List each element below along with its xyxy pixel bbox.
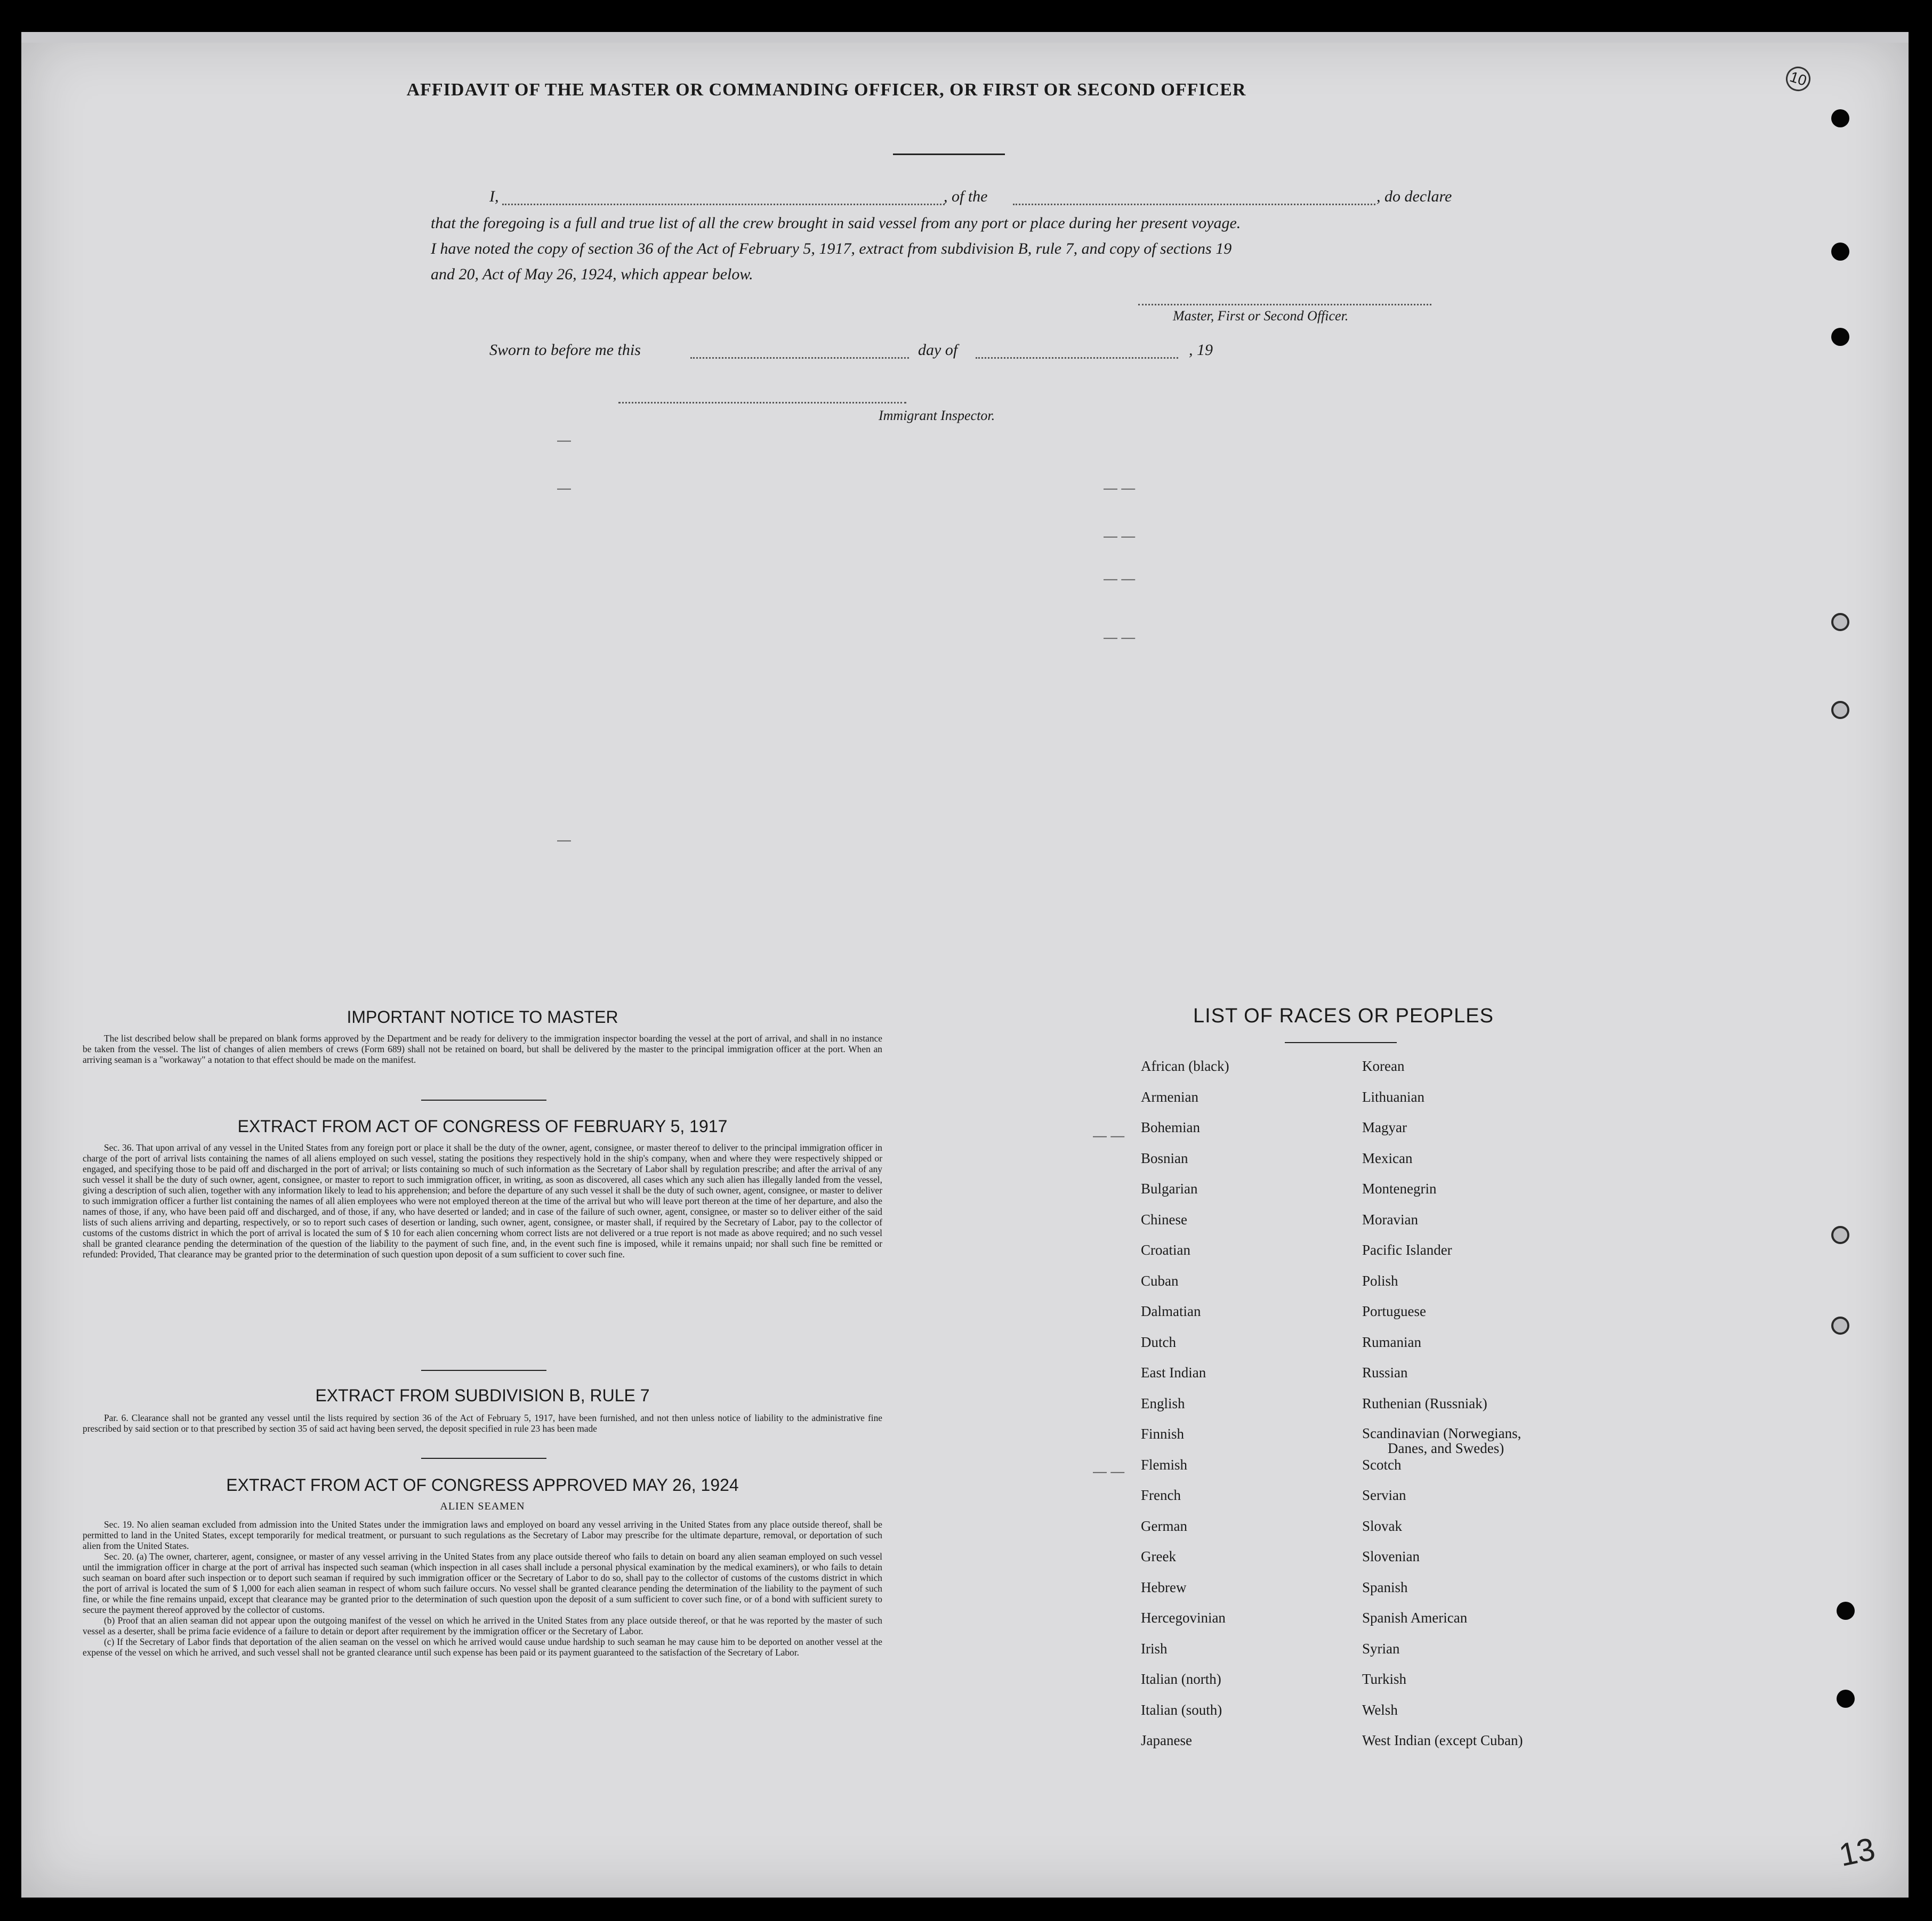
affidavit-line1-start: I,: [489, 188, 499, 205]
race-item: East Indian: [1141, 1365, 1206, 1381]
binder-hole: [1831, 1317, 1849, 1335]
race-item: Finnish: [1141, 1426, 1185, 1442]
page-top-edge: [21, 32, 1909, 43]
race-item-line: Scandinavian (Norwegians,: [1362, 1425, 1522, 1441]
binder-hole: [1837, 1690, 1855, 1708]
race-item: Korean: [1362, 1058, 1405, 1074]
affidavit-title: AFFIDAVIT OF THE MASTER OR COMMANDING OFFICER, OR FIRST OR SECOND OFFICER: [406, 80, 1246, 100]
race-item: Magyar: [1362, 1119, 1407, 1135]
affidavit-line2: that the foregoing is a full and true list of all the crew brought in said vessel from any port or place during her present voyage.: [431, 214, 1241, 232]
sec19-paragraph: Sec. 19. No alien seaman excluded from admission into the United States under the immigration laws and employed on board any vessel arriving in the United States from any place outside thereof, shall be permitted to land in the United States, except temporarily for medical treatment, or pursuant to such regulations as the Secretary of Labor may prescribe for the ultimate departure, removal, or deportation of such alien from the United States.: [83, 1519, 882, 1551]
bleed-through-marks: — —: [1104, 480, 1136, 496]
race-item: Welsh: [1362, 1701, 1398, 1718]
race-item: Bohemian: [1141, 1119, 1200, 1135]
race-item: Servian: [1362, 1487, 1406, 1503]
sec20b-paragraph: (b) Proof that an alien seaman did not appear upon the outgoing manifest of the vessel on which he arrived in the United States from any place outside thereof, or that he was reported by the master of such vessel as a deserter, shall be prima facie evidence of a failure to detain or deport after requirement by the immigration officer or the Secretary of Labor.: [83, 1615, 882, 1636]
race-item: [1362, 1426, 1523, 1457]
affidavit-line1-mid: , of the: [944, 188, 988, 205]
race-item: Slovenian: [1362, 1548, 1420, 1564]
race-item: African (black): [1141, 1058, 1229, 1074]
binder-hole: [1831, 243, 1849, 261]
title-rule: [893, 154, 1005, 155]
race-item: Japanese: [1141, 1732, 1192, 1748]
sworn-text-start: Sworn to before me this: [489, 341, 641, 359]
binder-hole: [1831, 613, 1849, 631]
inspector-signature-label: Immigrant Inspector.: [879, 408, 995, 423]
race-item: Hebrew: [1141, 1579, 1187, 1595]
race-item: Chinese: [1141, 1211, 1187, 1228]
race-item: Scotch: [1362, 1456, 1402, 1473]
vessel-blank[interactable]: [1013, 203, 1375, 205]
name-blank[interactable]: [502, 203, 945, 205]
notice-text: [83, 1033, 882, 1065]
race-item-line: Danes, and Swedes): [1388, 1440, 1504, 1456]
binder-hole: [1831, 109, 1849, 127]
race-item: Italian (north): [1141, 1671, 1221, 1687]
sworn-day-blank[interactable]: [690, 356, 909, 359]
bleed-through-marks: — —: [1104, 570, 1136, 586]
notice-paragraph: The list described below shall be prepared on blank forms approved by the Department and be ready for delivery to the immigration inspector boarding the vessel at the port of arrival, and shall in no instance be taken from the vessel. The list of changes of alien members of crews (Form 689) shall not be retained on board, but shall be delivered by the master to the principal immigration officer at the port. When an arriving seaman is a "workaway" a notation to that effect should be made on the manifest.: [83, 1033, 882, 1065]
sworn-text-end: , 19: [1189, 341, 1213, 359]
race-item: Armenian: [1141, 1088, 1198, 1105]
extract-1917-title: EXTRACT FROM ACT OF CONGRESS OF FEBRUARY 5, 1917: [237, 1117, 728, 1136]
master-signature-line[interactable]: [1138, 303, 1431, 305]
extract-1917-text: [83, 1142, 882, 1260]
sworn-month-blank[interactable]: [976, 356, 1178, 359]
extract-1917-paragraph: Sec. 36. That upon arrival of any vessel in the United States from any foreign port or place it shall be the duty of the owner, agent, consignee, or master thereof to deliver to the principal immigration officer in charge of the port of arrival lists containing the names of all aliens employed on such vessel, stating the positions they respectively hold in the ship's company, when and where they were respectively shipped or engaged, and specifying those to be paid off and discharged in the port of arrival; or lists containing so much of such information as the Secretary of Labor shall by regulation prescribe; and after the arrival of any such vessel it shall be the duty of such owner, agent, consignee, or master to report to such immigration officer, in writing, as soon as discovered, all cases which any such alien has illegally landed from the vessel, giving a description of such alien, together with any information likely to lead to his apprehension; and before the departure of any such vessel it shall be the duty of such owner, agent, consignee, or master to deliver to such immigration officer a further list containing the names of all alien employees who were not employed thereon at the time of the arrival but who will leave port thereon at the time of her departure, and also the names of those, if any, who have been paid off and discharged, and of those, if any, who have deserted or landed; and in case of the failure of such owner, agent, consignee, or master so to deliver either of the said lists of such aliens arriving and departing, respectively, or so to report such cases of desertion or landing, such owner, agent, consignee, or master shall, if required by the Secretary of Labor, pay to the collector of customs of the customs district in which the port of arrival is located the sum of $ 10 for each alien concerning whom correct lists are not delivered or a true report is not made as above required; and no such vessel shall be granted clearance pending the determination of the question of the liability to the payment of such fine, and, in the event such fine is imposed, while it remains unpaid; nor shall such fine be remitted or refunded: Provided, That clearance may be granted prior to the determination of such question upon deposit of a sum sufficient to cover such fine.: [83, 1142, 882, 1260]
race-item: Spanish American: [1362, 1610, 1468, 1626]
race-item: Hercegovinian: [1141, 1610, 1226, 1626]
race-item: German: [1141, 1518, 1187, 1534]
bleed-through-marks: — —: [1104, 629, 1136, 645]
page-number: 13: [1836, 1830, 1878, 1874]
races-left-column: [1141, 1058, 1229, 1763]
race-item: Mexican: [1362, 1150, 1413, 1166]
bleed-through-marks: — —: [1093, 1463, 1125, 1479]
race-item: Italian (south): [1141, 1701, 1222, 1718]
race-item: English: [1141, 1395, 1185, 1411]
race-item: Irish: [1141, 1640, 1168, 1657]
sworn-text-mid: day of: [918, 341, 958, 359]
affidavit-line3: I have noted the copy of section 36 of the Act of February 5, 1917, extract from subdivision B, rule 7, and copy of sections 19: [431, 240, 1232, 257]
race-item: Rumanian: [1362, 1334, 1421, 1350]
races-title: LIST OF RACES OR PEOPLES: [1193, 1005, 1494, 1027]
section-divider: [421, 1100, 546, 1101]
bleed-through-marks: — —: [1104, 528, 1136, 544]
race-item: French: [1141, 1487, 1181, 1503]
race-item: Slovak: [1362, 1518, 1403, 1534]
race-item: Bosnian: [1141, 1150, 1188, 1166]
binder-hole: [1831, 328, 1849, 346]
races-title-rule: [1285, 1042, 1397, 1043]
sec20a-paragraph: Sec. 20. (a) The owner, charterer, agent, consignee, or master of any vessel arriving in the United States from any place outside thereof who fails to detain on board any alien seaman employed on such vessel until the immigration officer in charge at the port of arrival has inspected such seaman (which inspection in all cases shall include a personal physical examination by the medical examiners), or who fails to detain such seaman on board after such inspection or to deport such seaman if required by such immigration officer or the Secretary of Labor to do so, shall pay to the collector of customs of the customs district in which the port of arrival is located the sum of $ 1,000 for each alien seaman in respect of whom such failure occurs. No vessel shall be granted clearance pending the determination of the liability to the payment of such fine, or while the fine remains unpaid, except that clearance may be granted prior to the determination of such question upon the deposit of a sum sufficient to cover such fine, or of a bond with sufficient surety to secure the payment thereof approved by the collector of customs.: [83, 1551, 882, 1615]
bleed-through-marks: —: [557, 832, 571, 848]
race-item: Turkish: [1362, 1671, 1407, 1687]
race-item: Spanish: [1362, 1579, 1408, 1595]
bleed-through-marks: — —: [1093, 1127, 1125, 1143]
race-item: Pacific Islander: [1362, 1242, 1452, 1258]
notice-title: IMPORTANT NOTICE TO MASTER: [347, 1007, 618, 1027]
race-item: Flemish: [1141, 1456, 1188, 1473]
corner-mark: 10: [1783, 63, 1814, 94]
extract-1924-title: EXTRACT FROM ACT OF CONGRESS APPROVED MAY 26, 1924: [226, 1475, 739, 1495]
affidavit-line1-end: , do declare: [1376, 188, 1452, 205]
bleed-through-marks: —: [557, 480, 571, 496]
race-item: Lithuanian: [1362, 1088, 1424, 1105]
binder-hole: [1837, 1602, 1855, 1620]
extract-1924-text: [83, 1519, 882, 1658]
race-item: Moravian: [1362, 1211, 1418, 1228]
extract-1924-subtitle: ALIEN SEAMEN: [440, 1500, 525, 1512]
inspector-signature-line[interactable]: [618, 401, 906, 403]
master-signature-label: Master, First or Second Officer.: [1173, 308, 1349, 324]
race-item: Dalmatian: [1141, 1303, 1201, 1319]
races-right-column: [1362, 1058, 1523, 1763]
race-item: Dutch: [1141, 1334, 1176, 1350]
race-item: Portuguese: [1362, 1303, 1426, 1319]
race-item: West Indian (except Cuban): [1362, 1732, 1523, 1748]
race-item: Syrian: [1362, 1640, 1400, 1657]
binder-hole: [1831, 701, 1849, 719]
race-item: Russian: [1362, 1365, 1408, 1381]
race-item: Montenegrin: [1362, 1181, 1437, 1197]
race-item: Croatian: [1141, 1242, 1190, 1258]
bleed-through-marks: —: [557, 432, 571, 448]
rule7-title: EXTRACT FROM SUBDIVISION B, RULE 7: [315, 1386, 650, 1405]
sec20c-paragraph: (c) If the Secretary of Labor finds that deportation of the alien seaman on the vessel on which he arrived would cause undue hardship to such seaman he may cause him to be deported on another vessel at the expense of the vessel on which he arrived, and such vessel shall not be granted clearance until such expense has been paid or its payment guaranteed to the satisfaction of the Secretary of Labor.: [83, 1636, 882, 1658]
race-item: Bulgarian: [1141, 1181, 1198, 1197]
race-item: Ruthenian (Russniak): [1362, 1395, 1487, 1411]
section-divider: [421, 1458, 546, 1459]
rule7-text: [83, 1413, 882, 1434]
affidavit-line4: and 20, Act of May 26, 1924, which appear below.: [431, 265, 753, 283]
race-item: Greek: [1141, 1548, 1176, 1564]
binder-hole: [1831, 1226, 1849, 1244]
race-item: Cuban: [1141, 1272, 1179, 1289]
race-item: Polish: [1362, 1272, 1398, 1289]
section-divider: [421, 1370, 546, 1371]
rule7-paragraph: Par. 6. Clearance shall not be granted any vessel until the lists required by section 36 of the Act of February 5, 1917, have been furnished, and not then unless notice of liability to the administrative fine prescribed by said section or to that prescribed by section 35 of said act having been served, the deposit specified in rule 23 has been made: [83, 1413, 882, 1434]
